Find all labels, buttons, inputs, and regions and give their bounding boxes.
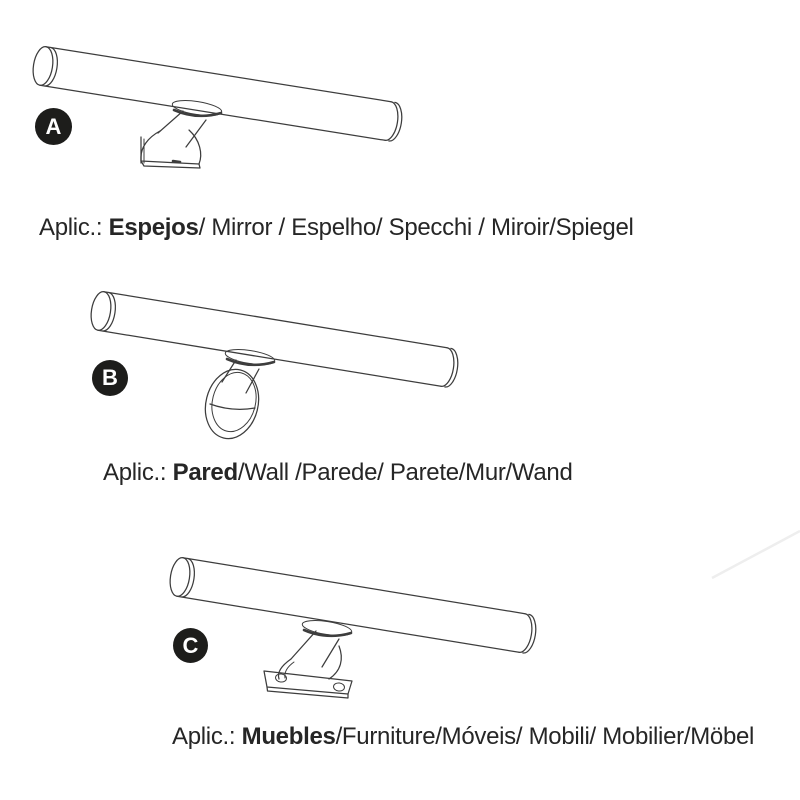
caption-a-prefix: Aplic.: <box>39 214 109 241</box>
caption-c-rest: /Furniture/Móveis/ Mobili/ Mobilier/Möbel <box>335 723 755 750</box>
caption-b-bold: Pared <box>172 459 238 486</box>
caption-b-prefix: Aplic.: <box>103 459 173 486</box>
caption-c-bold: Muebles <box>241 723 336 750</box>
caption-a-rest: / Mirror / Espelho/ Specchi / Miroir/Spiegel <box>198 214 634 241</box>
variant-badge-c: C <box>173 628 208 663</box>
variant-badge-a: A <box>35 108 72 145</box>
caption-a-bold: Espejos <box>108 214 199 241</box>
caption-c-prefix: Aplic.: <box>172 723 242 750</box>
variant-badge-b: B <box>92 360 128 396</box>
caption-b-rest: /Wall /Parede/ Parete/Mur/Wand <box>237 459 573 486</box>
